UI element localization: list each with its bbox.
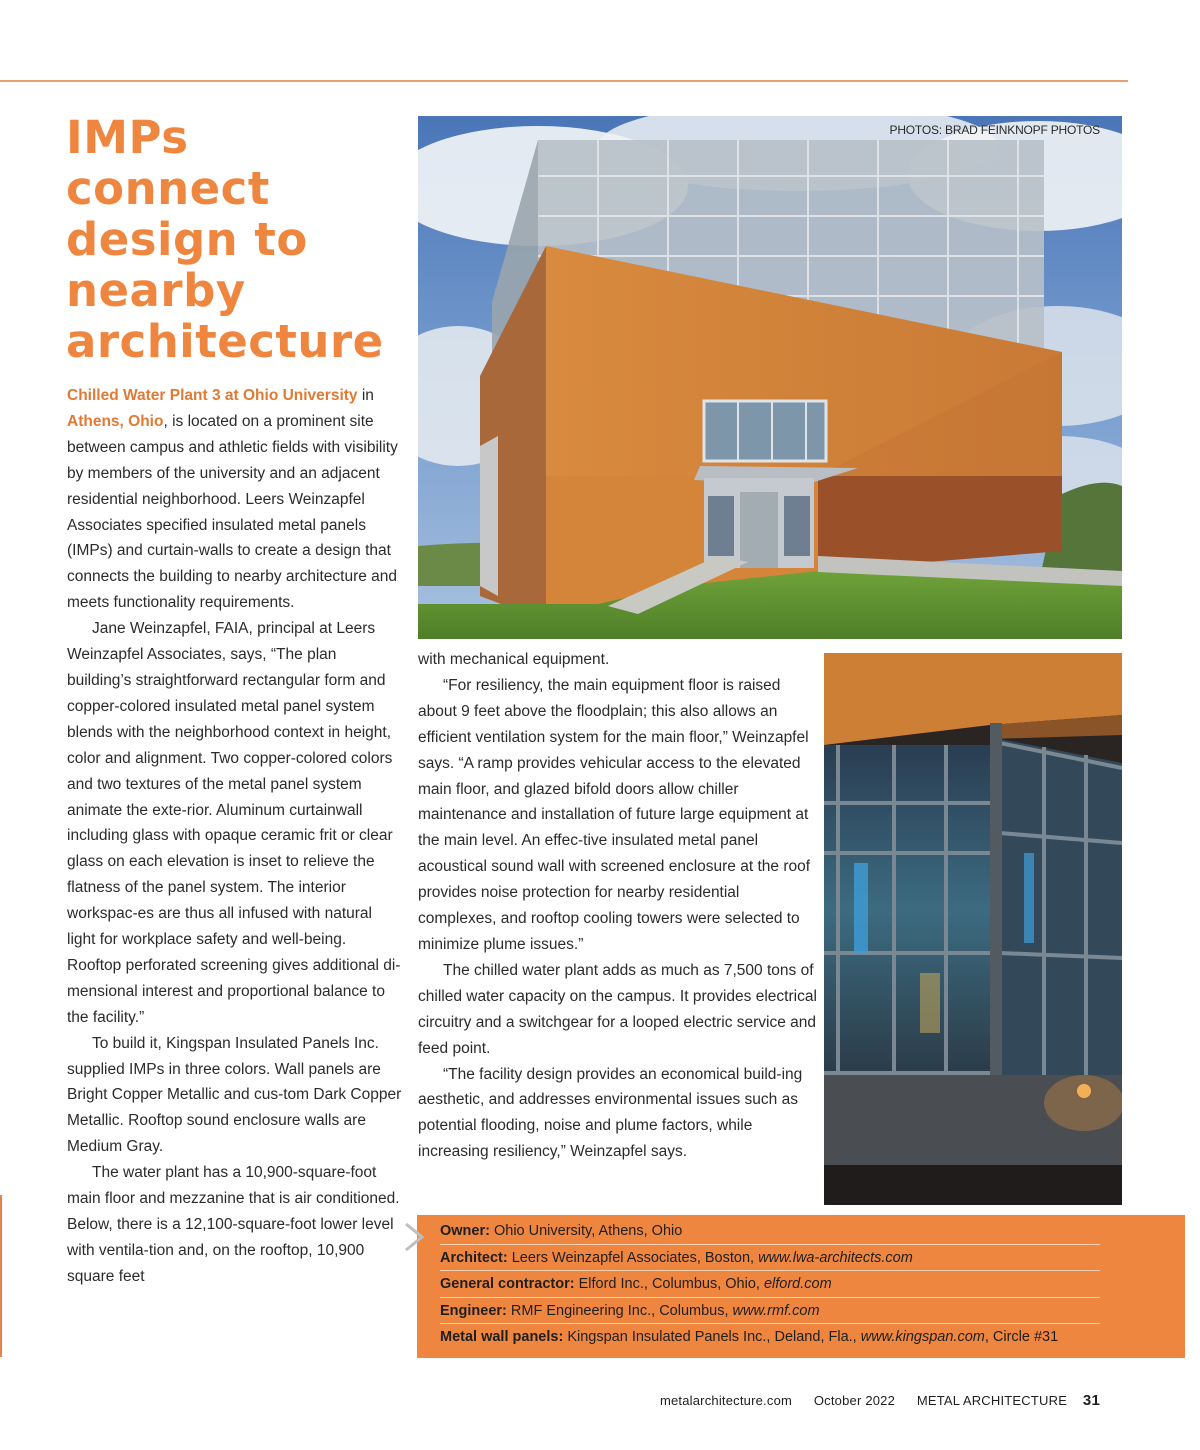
article-column-middle xyxy=(418,647,818,1165)
article-column-left xyxy=(67,383,402,1290)
body-paragraph: with mechanical equipment. xyxy=(418,651,610,668)
intro-paragraph xyxy=(67,383,402,616)
credit-metal-wall-panels: Metal wall panels: Kingspan Insulated Panels Inc., Deland, Fla., www.kingspan.com, Circle #31 xyxy=(440,1329,1059,1346)
project-location: Athens, Ohio xyxy=(67,412,164,430)
project-name: Chilled Water Plant 3 at Ohio University xyxy=(67,387,358,404)
credit-engineer: Engineer: RMF Engineering Inc., Columbus, www.rmf.com xyxy=(440,1298,1100,1325)
footer-site[interactable]: metalarchitecture.com xyxy=(659,1393,793,1408)
page-number: 31 xyxy=(1082,1392,1100,1409)
building-exterior-photo xyxy=(418,116,1122,639)
credit-general-contractor: General contractor: Elford Inc., Columbus, Ohio, elford.com xyxy=(440,1271,1100,1298)
building-exterior-illustration xyxy=(418,116,1122,639)
left-edge-rule xyxy=(0,1195,2,1357)
chevron-right-icon xyxy=(404,1222,426,1252)
headline-line: design to xyxy=(66,213,308,266)
contractor-link[interactable]: elford.com xyxy=(763,1276,832,1293)
photo-credit: PHOTOS: BRAD FEINKNOPF PHOTOS xyxy=(889,123,1100,137)
credit-owner: Owner: Ohio University, Athens, Ohio xyxy=(440,1218,1100,1245)
headline-line: IMPs xyxy=(66,111,189,164)
body-paragraph: To build it, Kingspan Insulated Panels Inc. supplied IMPs in three colors. Wall panels are Bright Copper Metallic and cus-tom Dark Copper Metallic. Rooftop sound enclosure walls are Medium Gray. xyxy=(67,1034,402,1156)
headline-line: connect xyxy=(66,162,270,215)
top-rule xyxy=(0,80,1128,82)
headline-line: architecture xyxy=(66,315,384,368)
intro-in: in xyxy=(361,387,374,404)
building-night-photo xyxy=(824,653,1122,1205)
project-credits-list xyxy=(440,1218,1100,1351)
body-paragraph: Jane Weinzapfel, FAIA, principal at Leers Weinzapfel Associates, says, “The plan building’s straightforward rectangular form and copper-colored insulated metal panel system blends with the neighborhood context in height, color and alignment. Two copper-colored colors and two textures of the metal panel system animate the exte-rior. Aluminum curtainwall including glass with opaque ceramic frit or clear glass on each elevation is inset to relieve the flatness of the panel system. The interior workspac-es are thus all infused with natural light for workplace safety and well-being. Rooftop perforated screening gives additional di-mensional interest and proportional balance to the facility.” xyxy=(67,620,401,1026)
intro-text: , is located on a prominent site between campus and athletic fields with visibility by members of the university and an adjacent residential neighborhood. Leers Weinzapfel Associates specified insulated metal panels (IMPs) and curtain-walls to create a design that connects the building to nearby architecture and meets functionality requirements. xyxy=(67,412,398,612)
body-paragraph: The chilled water plant adds as much as 7,500 tons of chilled water capacity on the campus. It provides electrical circuitry and a switchgear for a looped electric service and feed point. xyxy=(418,961,817,1057)
footer-magazine: METAL ARCHITECTURE xyxy=(916,1393,1068,1408)
headline-line: nearby xyxy=(66,264,246,317)
page-footer xyxy=(642,1392,1100,1409)
body-paragraph: “The facility design provides an economical build-ing aesthetic, and addresses environmental issues such as potential flooding, noise and plume factors, while increasing resiliency,” Weinzapfel says. xyxy=(418,1065,803,1161)
article-headline xyxy=(66,112,406,367)
building-night-illustration xyxy=(824,653,1122,1205)
credit-architect: Architect: Leers Weinzapfel Associates, Boston, www.lwa-architects.com xyxy=(440,1245,1100,1272)
architect-link[interactable]: www.lwa-architects.com xyxy=(758,1249,913,1266)
body-paragraph: “For resiliency, the main equipment floor is raised about 9 feet above the floodplain; this also allows an efficient ventilation system for the main floor,” Weinzapfel says. “A ramp provides vehicular access to the elevated main floor, and glazed bifold doors allow chiller maintenance and installation of future large equipment at the main level. An effec-tive insulated metal panel acoustical sound wall with screened enclosure at the roof provides noise protection for nearby residential complexes, and rooftop cooling towers were selected to minimize plume issues.” xyxy=(418,676,811,953)
engineer-link[interactable]: www.rmf.com xyxy=(732,1302,820,1319)
body-paragraph: The water plant has a 10,900-square-foot main floor and mezzanine that is air conditioned. Below, there is a 12,100-square-foot lower level with ventila-tion and, on the rooftop, 10,900 square feet xyxy=(67,1164,400,1285)
footer-issue: October 2022 xyxy=(813,1393,896,1408)
supplier-link[interactable]: www.kingspan.com xyxy=(860,1329,985,1346)
